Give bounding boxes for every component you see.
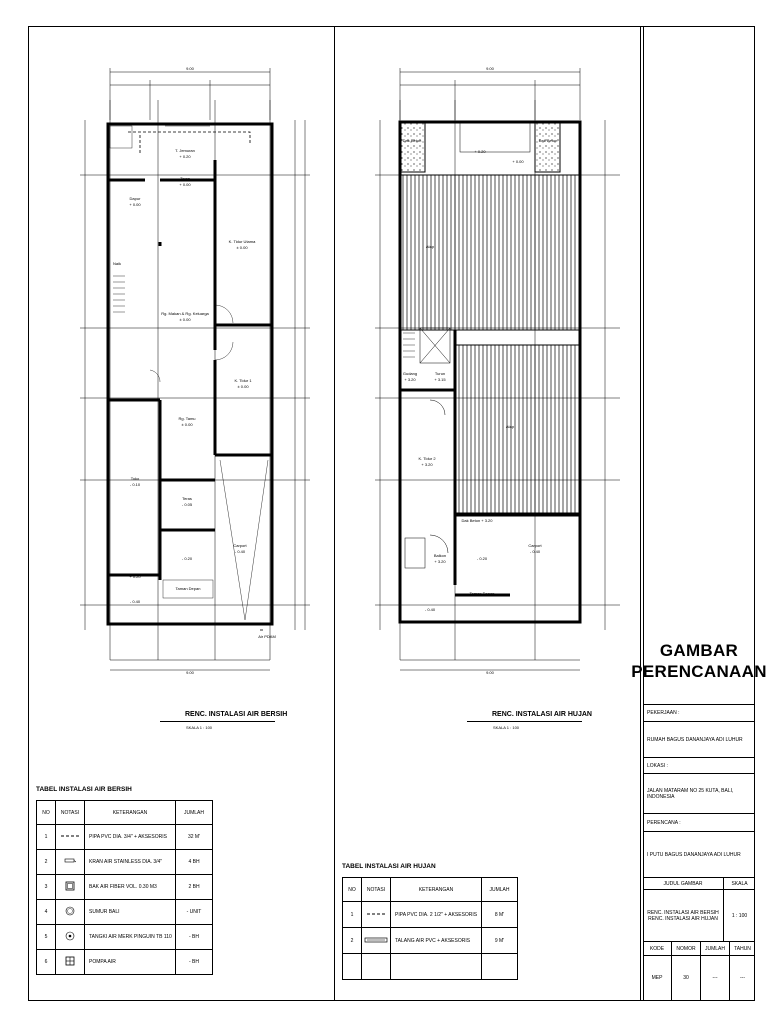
svg-text:Atap: Atap — [505, 424, 515, 429]
title-block — [631, 618, 767, 1001]
cell-no: 4 — [37, 900, 56, 925]
table-bersih-title: TABEL INSTALASI AIR BERSIH — [36, 786, 132, 793]
svg-text:Dapur: Dapur — [129, 196, 141, 201]
svg-text:+ 3.20: + 3.20 — [404, 377, 416, 382]
svg-text:T. Jemuran: T. Jemuran — [175, 148, 195, 153]
cell-no: 2 — [343, 928, 362, 954]
svg-text:Dak Beton + 3.20: Dak Beton + 3.20 — [461, 518, 493, 523]
cell-no: 3 — [37, 875, 56, 900]
nomor-label: NOMOR — [672, 942, 701, 955]
table-header — [343, 878, 518, 902]
table-row — [37, 950, 213, 975]
jumlah-label: JUMLAH — [701, 942, 730, 955]
caption-title: RENC. INSTALASI AIR BERSIH — [185, 711, 288, 718]
table-row — [37, 925, 213, 950]
svg-text:+ 0.00: + 0.00 — [512, 159, 524, 164]
cell-jumlah: 32 M' — [176, 825, 213, 850]
cell-keterangan: TANGKI AIR MERK PINGUIN TB 110 — [85, 925, 176, 950]
cell-keterangan: BAK AIR FIBER VOL. 0.30 M3 — [85, 875, 176, 900]
table-row — [343, 928, 518, 954]
judul-header — [643, 878, 755, 890]
svg-text:Taman Depan: Taman Depan — [469, 591, 495, 596]
cell-jumlah: - BH — [176, 950, 213, 975]
cell-no: 6 — [37, 950, 56, 975]
table-row — [343, 902, 518, 928]
cell-keterangan: SUMUR BALI — [85, 900, 176, 925]
lokasi-label: LOKASI : — [643, 758, 755, 774]
water-tower-icon — [56, 925, 85, 950]
pump-icon — [56, 950, 85, 975]
svg-text:Atap: Atap — [425, 244, 435, 249]
cell-keterangan: PIPA PVC DIA. 3/4" + AKSESORIS — [85, 825, 176, 850]
cell-jumlah: - UNIT — [176, 900, 213, 925]
cell-jumlah: - BH — [176, 925, 213, 950]
svg-text:K. Tidur 2: K. Tidur 2 — [418, 456, 436, 461]
sheet-divider — [640, 26, 641, 1001]
cell-jumlah: 2 BH — [176, 875, 213, 900]
cell-no: 5 — [37, 925, 56, 950]
plan-air-hujan — [370, 60, 640, 680]
svg-text:Balkon: Balkon — [433, 553, 447, 558]
svg-text:Turun: Turun — [434, 371, 446, 376]
svg-text:- 0.40: - 0.40 — [129, 599, 141, 604]
header-cell: NO — [343, 878, 362, 902]
cell-no: 1 — [37, 825, 56, 850]
header-cell: NOTASI — [56, 801, 85, 825]
cell-no: 1 — [343, 902, 362, 928]
table-air-bersih — [36, 800, 213, 975]
judul-line: RENC. INSTALASI AIR BERSIH — [647, 909, 719, 916]
tank-icon — [56, 875, 85, 900]
lokasi-value: JALAN MATARAM NO 25 KUTA, BALI, INDONESIA — [643, 774, 755, 814]
cell-jumlah: 8 M' — [482, 902, 518, 928]
scale-label: SKALA 1 : 100 — [186, 725, 213, 730]
svg-text:9.00: 9.00 — [186, 670, 194, 675]
svg-text:± 0.00: ± 0.00 — [181, 422, 193, 427]
svg-text:Teras: Teras — [180, 176, 190, 181]
svg-text:± 0.00: ± 0.00 — [237, 384, 249, 389]
skala-value: 1 : 100 — [731, 912, 748, 919]
svg-text:+ 0.00: + 0.00 — [179, 182, 191, 187]
cell-keterangan: POMPA AIR — [85, 950, 176, 975]
kode-row — [643, 956, 755, 1000]
cell-keterangan: PIPA PVC DIA. 2 1/2" + AKSESORIS — [391, 902, 482, 928]
header-cell: JUMLAH — [176, 801, 213, 825]
skala-label: SKALA — [731, 880, 748, 887]
svg-text:Taman Depan: Taman Depan — [175, 586, 201, 591]
svg-text:+ 0.20: + 0.20 — [179, 154, 191, 159]
title-line: PERENCANAAN — [631, 662, 767, 681]
svg-text:9.00: 9.00 — [186, 66, 194, 71]
svg-text:Rg. Makan & Rg. Keluarga: Rg. Makan & Rg. Keluarga — [161, 311, 209, 316]
svg-text:Carport: Carport — [528, 543, 542, 548]
kode-label: KODE — [643, 942, 672, 955]
tahun-label: TAHUN — [734, 945, 751, 952]
svg-text:Teras: Teras — [182, 496, 192, 501]
caption-line — [467, 721, 582, 722]
title-line: GAMBAR — [659, 641, 739, 660]
svg-text:± 0.00: ± 0.00 — [179, 317, 191, 322]
svg-text:Rg. Tamu: Rg. Tamu — [178, 416, 196, 421]
judul-label: JUDUL GAMBAR — [643, 878, 724, 889]
pekerjaan-value: RUMAH BAGUS DANANJAYA ADI LUHUR — [643, 722, 755, 758]
tahun-value: --- — [740, 975, 745, 981]
svg-text:Air PDAM: Air PDAM — [258, 634, 276, 639]
svg-text:- 0.40: - 0.40 — [424, 607, 436, 612]
svg-text:+ 3.20: + 3.20 — [434, 559, 446, 564]
svg-text:K. Tidur 1: K. Tidur 1 — [234, 378, 252, 383]
svg-text:9.00: 9.00 — [486, 66, 494, 71]
cell-no: 2 — [37, 850, 56, 875]
svg-text:Naik: Naik — [112, 261, 122, 266]
scale-label: SKALA 1 : 100 — [493, 725, 520, 730]
svg-text:9.00: 9.00 — [486, 670, 494, 675]
cell-jumlah: 9 M' — [482, 928, 518, 954]
judul-row — [643, 890, 755, 942]
header-cell: JUMLAH — [482, 878, 518, 902]
dash-line-icon — [362, 902, 391, 928]
kode-header — [643, 942, 755, 956]
svg-text:- 0.10: - 0.10 — [129, 482, 141, 487]
perencana-value: I PUTU BAGUS DANANJAYA ADI LUHUR — [643, 832, 755, 878]
svg-text:Dak Beton: Dak Beton — [402, 138, 422, 143]
caption-air-bersih — [185, 711, 287, 718]
cell-keterangan: TALANG AIR PVC + AKSESORIS — [391, 928, 482, 954]
kode-value: MEP — [643, 956, 672, 1000]
svg-text:Carport: Carport — [233, 543, 247, 548]
caption-line — [160, 721, 275, 722]
faucet-icon — [56, 850, 85, 875]
header-cell: KETERANGAN — [391, 878, 482, 902]
table-hujan-title: TABEL INSTALASI AIR HUJAN — [342, 863, 436, 870]
table-row — [37, 850, 213, 875]
judul-value — [643, 890, 724, 941]
svg-text:- 0.40: - 0.40 — [234, 549, 246, 554]
svg-text:Dak Beton: Dak Beton — [538, 138, 558, 143]
judul-line: RENC. INSTALASI AIR HUJAN — [648, 915, 718, 922]
perencana-label: PERENCANA : — [643, 814, 755, 832]
nomor-value: 30 — [672, 956, 701, 1000]
svg-text:- 0.40: - 0.40 — [529, 549, 541, 554]
svg-text:Toko: Toko — [130, 476, 140, 481]
header-cell: NO — [37, 801, 56, 825]
header-cell: KETERANGAN — [85, 801, 176, 825]
pekerjaan-label: PEKERJAAN : — [643, 704, 755, 722]
well-icon — [56, 900, 85, 925]
svg-text:- 0.20: - 0.20 — [181, 556, 193, 561]
cell-jumlah: 4 BH — [176, 850, 213, 875]
caption-title: RENC. INSTALASI AIR HUJAN — [492, 711, 592, 718]
table-row — [37, 825, 213, 850]
dash-line-icon — [56, 825, 85, 850]
svg-text:± 0.00: ± 0.00 — [236, 245, 248, 250]
svg-text:Gudang: Gudang — [402, 371, 418, 376]
header-cell: NOTASI — [362, 878, 391, 902]
cell-keterangan: KRAN AIR STAINLESS DIA. 3/4" — [85, 850, 176, 875]
caption-air-hujan — [492, 711, 592, 718]
table-header — [37, 801, 213, 825]
sheet-divider — [334, 26, 335, 1001]
jumlah-value: --- — [701, 956, 730, 1000]
svg-text:+ 3.20: + 3.20 — [421, 462, 433, 467]
svg-text:K. Tidur Utama: K. Tidur Utama — [228, 239, 256, 244]
svg-text:- 0.05: - 0.05 — [181, 502, 193, 507]
title-block-heading — [631, 618, 767, 705]
plan-air-bersih — [60, 60, 330, 680]
svg-text:+ 0.20: + 0.20 — [474, 149, 486, 154]
table-row-empty — [343, 954, 518, 980]
table-row — [37, 875, 213, 900]
svg-text:+ 0.00: + 0.00 — [129, 202, 141, 207]
svg-text:- 0.20: - 0.20 — [476, 556, 488, 561]
gutter-icon — [362, 928, 391, 954]
svg-text:+ 0.20: + 0.20 — [129, 574, 141, 579]
table-row — [37, 900, 213, 925]
svg-text:+ 3.15: + 3.15 — [434, 377, 446, 382]
table-air-hujan — [342, 877, 518, 980]
